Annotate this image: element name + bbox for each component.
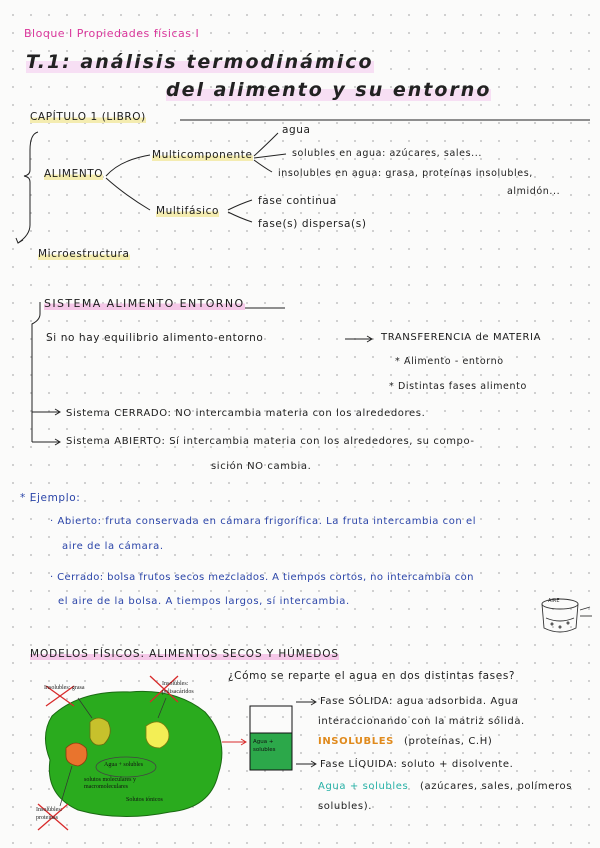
insolubles-rest: (proteínas, C.H) [404, 736, 493, 747]
fase-liquida-3: solubles). [318, 801, 373, 812]
modelos-question: ¿Cómo se reparte el agua en dos distintas fases? [228, 670, 516, 682]
fase-liquida-1: Fase LÍQUIDA: soluto + disolvente. [320, 759, 514, 770]
modelos-heading: MODELOS FÍSICOS: ALIMENTOS SECOS Y HÚMEDOS [30, 648, 339, 660]
diagram-solutos-ionicos: Solutos iónicos [126, 797, 163, 803]
jar-label: AIRE [548, 598, 560, 604]
diagram-solutos-mol: solutos moleculares y macromoleculares [84, 777, 136, 790]
page-title-line1: T.1: análisis termodinámico [26, 51, 374, 73]
page-title-line2: del alimento y su entorno [166, 79, 492, 101]
ejemplo-label: * Ejemplo: [20, 492, 81, 504]
diagram-insol-prot: Insolubles: proteínas [36, 807, 63, 821]
alimento-label: ALIMENTO [44, 168, 104, 180]
agua-solubles-text: Agua + solubles [318, 781, 409, 792]
diagram-insol-poli: Insolubles: polisacáridos [162, 681, 194, 695]
sistema-heading: SISTEMA ALIMENTO ENTORNO [44, 297, 245, 310]
insolubles-label-2: almidón... [507, 186, 561, 197]
solubles-label: solubles en agua: azúcares, sales... [292, 148, 482, 159]
transferencia-text: TRANSFERENCIA de MATERIA [381, 332, 542, 343]
fase-solida-1: Fase SÓLIDA: agua adsorbida. Agua [320, 696, 519, 707]
fase-liquida-2: (azúcares, sales, polímeros [420, 781, 573, 792]
ejemplo-cerrado-2: el aire de la bolsa. A tiempos largos, sí intercambia. [58, 596, 350, 607]
sistema-abierto-text-1: Sistema ABIERTO: Sí intercambia materia con los alrededores, su compo- [66, 436, 475, 447]
multicomponente-label: Multicomponente [152, 149, 253, 161]
microestructura-label: Microestructura [38, 248, 130, 260]
no-equilibrio-text: Si no hay equilibrio alimento-entorno [46, 332, 264, 344]
bloque-label: Bloque I Propiedades físicas I [24, 27, 200, 40]
agua-label: agua [282, 124, 311, 136]
ejemplo-abierto-1: · Abierto: fruta conservada en cámara frigorífica. La fruta intercambia con el [50, 516, 477, 527]
diagram-agua-solubles: Agua + solubles [104, 762, 144, 768]
insolubles-label-1: insolubles en agua: grasa, proteínas insolubles, [278, 168, 533, 179]
insolubles-word: INSOLUBLES [318, 736, 394, 747]
multifasico-label: Multifásico [156, 205, 219, 217]
sistema-item-1: * Alimento - entorno [395, 356, 504, 367]
sistema-item-2: * Distintas fases alimento [389, 381, 527, 392]
fase-solida-2: interaccionando con la matriz sólida. [318, 716, 525, 727]
sistema-abierto-text-2: sición NO cambia. [211, 461, 312, 472]
fase-continua-label: fase continua [258, 195, 337, 207]
ejemplo-cerrado-1: · Cerrado: bolsa frutos secos mezclados. A tiempos cortos, no intercambia con [50, 572, 474, 583]
diagram-insol-grasa: Insolubles: grasa [44, 685, 85, 691]
fase-dispersa-label: fase(s) dispersa(s) [258, 218, 367, 230]
beaker-label: Agua + solubles [253, 739, 276, 753]
sistema-cerrado-text: Sistema CERRADO: NO intercambia materia con los alrededores. [66, 408, 426, 419]
capitulo-heading: CAPÍTULO 1 (LIBRO) [30, 111, 146, 123]
ejemplo-abierto-2: aire de la cámara. [62, 541, 164, 552]
